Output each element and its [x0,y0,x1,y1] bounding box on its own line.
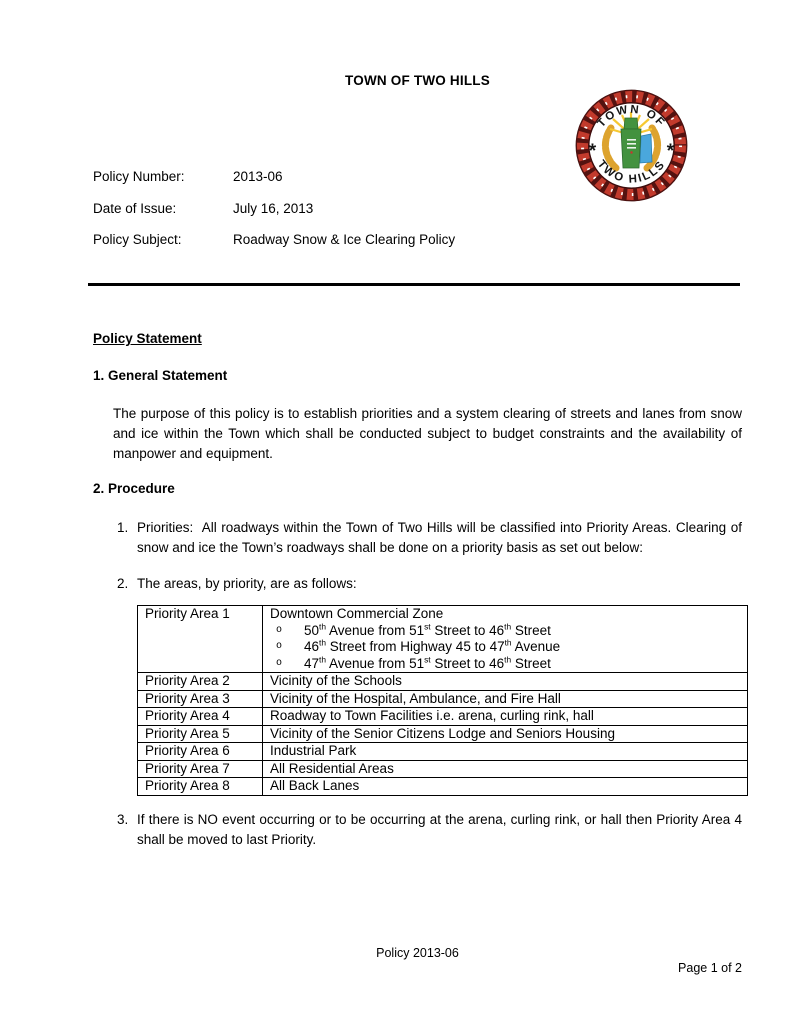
priority-area-cell: Priority Area 4 [138,708,263,726]
priority-desc-cell [263,708,748,726]
priority-areas-table [137,605,748,796]
seal-right-star: * [666,141,675,162]
priority-desc-cell [263,673,748,691]
table-row [138,708,748,726]
list-text: Priorities: All roadways within the Town of Two Hills will be classified into Priority Areas. Clearing of snow and ice the Town’s roadways shall be done on a priority basis as set out below: [137,520,742,555]
seal-top-text: TOWN OF [595,103,668,130]
town-seal-logo-container [575,89,688,202]
policy-number-row [93,169,283,184]
policy-number-value: 2013-06 [233,169,283,184]
priority-desc-title: All Back Lanes [270,778,360,793]
table-row [138,760,748,778]
priority-desc-title: Downtown Commercial Zone [270,606,444,621]
blue-grain-elevator-icon [640,134,652,163]
table-row [138,673,748,691]
footer-policy-number: Policy 2013-06 [376,946,459,960]
priority-area-cell: Priority Area 3 [138,690,263,708]
procedure-item-3 [117,810,742,849]
green-grain-elevator-icon [621,118,641,168]
table-row [138,778,748,796]
priority-desc-title: Roadway to Town Facilities i.e. arena, curling rink, hall [270,708,594,723]
document-title: TOWN OF TWO HILLS [345,73,490,88]
general-statement-paragraph: The purpose of this policy is to establish priorities and a system clearing of streets and lanes from snow and ice within the Town which shall be conducted subject to budget constraints and the availability of manpower and equipment. [113,406,742,461]
seal-bottom-text: TWO HILLS [594,158,669,186]
street-bullet-text: 47th Avenue from 51st Street to 46th Street [304,654,551,671]
priority-area-cell: Priority Area 1 [138,606,263,673]
policy-number-label: Policy Number: [93,169,185,184]
priority-area-cell: Priority Area 7 [138,760,263,778]
circle-bullet-marker: o [276,641,283,652]
date-of-issue-row [93,201,313,216]
priority-desc-cell [263,760,748,778]
circle-bullet-marker: o [276,624,283,636]
date-of-issue-value: July 16, 2013 [233,201,314,216]
priority-desc-cell [263,743,748,761]
procedure-heading: 2. Procedure [93,481,175,496]
list-text: The areas, by priority, are as follows: [137,576,357,591]
table-row [138,743,748,761]
priority-area-cell: Priority Area 5 [138,725,263,743]
priority-desc-title: Vicinity of the Hospital, Ambulance, and Fire Hall [270,690,561,706]
procedure-item-1 [117,518,742,557]
priority-desc-cell [263,690,748,708]
priority-desc-title: Vicinity of the Senior Citizens Lodge and Seniors Housing [270,725,615,741]
table-row [138,725,748,743]
priority-area-cell: Priority Area 6 [138,743,263,761]
date-of-issue-label: Date of Issue: [93,201,177,216]
policy-subject-row [93,232,455,247]
priority-desc-cell [263,606,748,673]
footer-page-number: Page 1 of 2 [678,961,742,975]
general-statement-heading: 1. General Statement [93,368,228,383]
priority-table-body [138,606,748,796]
list-text: If there is NO event occurring or to be occurring at the arena, curling rink, or hall then Priority Area 4 shall be moved to last Priority. [137,812,742,847]
list-number: 1. [117,520,129,535]
town-of-two-hills-seal-icon [575,89,688,202]
street-bullet-text: 50th Avenue from 51st Street to 46th Street [304,621,551,638]
horizontal-divider [88,283,740,286]
priority-desc-title: Industrial Park [270,743,357,758]
street-bullet [270,656,740,673]
priority-area-cell: Priority Area 2 [138,673,263,691]
seal-left-star: * [588,141,597,162]
priority-area-cell: Priority Area 8 [138,778,263,796]
priority-desc-cell [263,778,748,796]
list-number: 2. [117,576,129,591]
table-row [138,606,748,673]
priority-desc-cell [263,725,748,743]
priority-desc-title: Vicinity of the Schools [270,673,402,688]
table-row [138,690,748,708]
circle-bullet-marker: o [276,657,283,669]
procedure-item-2 [117,574,742,594]
priority-desc-title: All Residential Areas [270,760,394,776]
policy-subject-label: Policy Subject: [93,232,182,247]
policy-statement-heading: Policy Statement [93,331,202,346]
policy-subject-value: Roadway Snow & Ice Clearing Policy [233,232,456,247]
street-bullet-text: 46th Street from Highway 45 to 47th Avenue [304,637,561,654]
list-number: 3. [117,812,129,827]
